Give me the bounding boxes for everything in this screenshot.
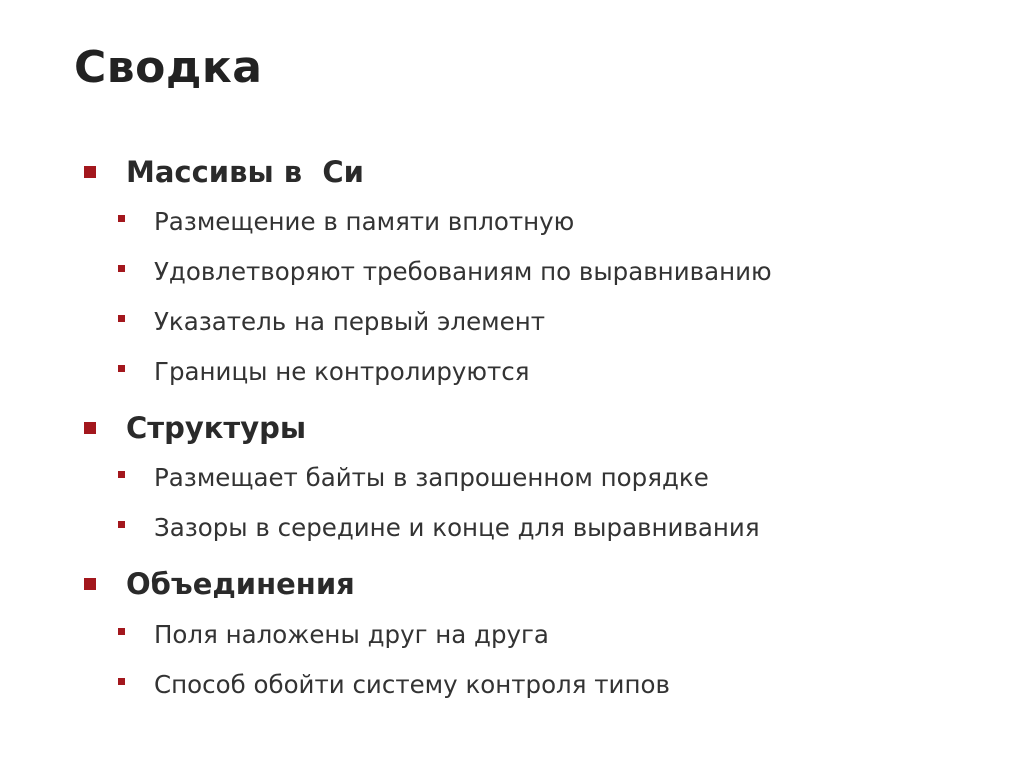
section-heading-arrays — [84, 152, 364, 192]
list-item-text: Указатель на первый элемент — [154, 306, 545, 336]
list-item — [118, 509, 760, 545]
square-bullet-icon — [118, 365, 125, 372]
section-heading-unions — [84, 564, 355, 604]
list-item — [118, 303, 545, 339]
list-item — [118, 616, 549, 652]
list-item-text: Способ обойти систему контроля типов — [154, 669, 670, 699]
square-bullet-icon — [84, 166, 96, 178]
list-item — [118, 353, 530, 389]
section-heading-text: Объединения — [126, 567, 355, 601]
slide-title: Сводка — [74, 42, 263, 93]
list-item-text: Размещение в памяти вплотную — [154, 206, 575, 236]
list-item-text: Границы не контролируются — [154, 356, 530, 386]
square-bullet-icon — [118, 215, 125, 222]
square-bullet-icon — [118, 265, 125, 272]
square-bullet-icon — [84, 422, 96, 434]
square-bullet-icon — [118, 628, 125, 635]
list-item — [118, 459, 709, 495]
list-item — [118, 666, 670, 702]
list-item-text: Поля наложены друг на друга — [154, 619, 549, 649]
list-item-text: Зазоры в середине и конце для выравнивания — [154, 512, 760, 542]
square-bullet-icon — [84, 578, 96, 590]
list-item — [118, 253, 772, 289]
list-item — [118, 203, 574, 239]
list-item-text: Удовлетворяют требованиям по выравниванию — [154, 256, 772, 286]
square-bullet-icon — [118, 678, 125, 685]
section-heading-text: Массивы в Си — [126, 155, 364, 189]
square-bullet-icon — [118, 315, 125, 322]
list-item-text: Размещает байты в запрошенном порядке — [154, 462, 709, 492]
square-bullet-icon — [118, 521, 125, 528]
square-bullet-icon — [118, 471, 125, 478]
section-heading-structs — [84, 408, 306, 448]
section-heading-text: Структуры — [126, 411, 307, 445]
